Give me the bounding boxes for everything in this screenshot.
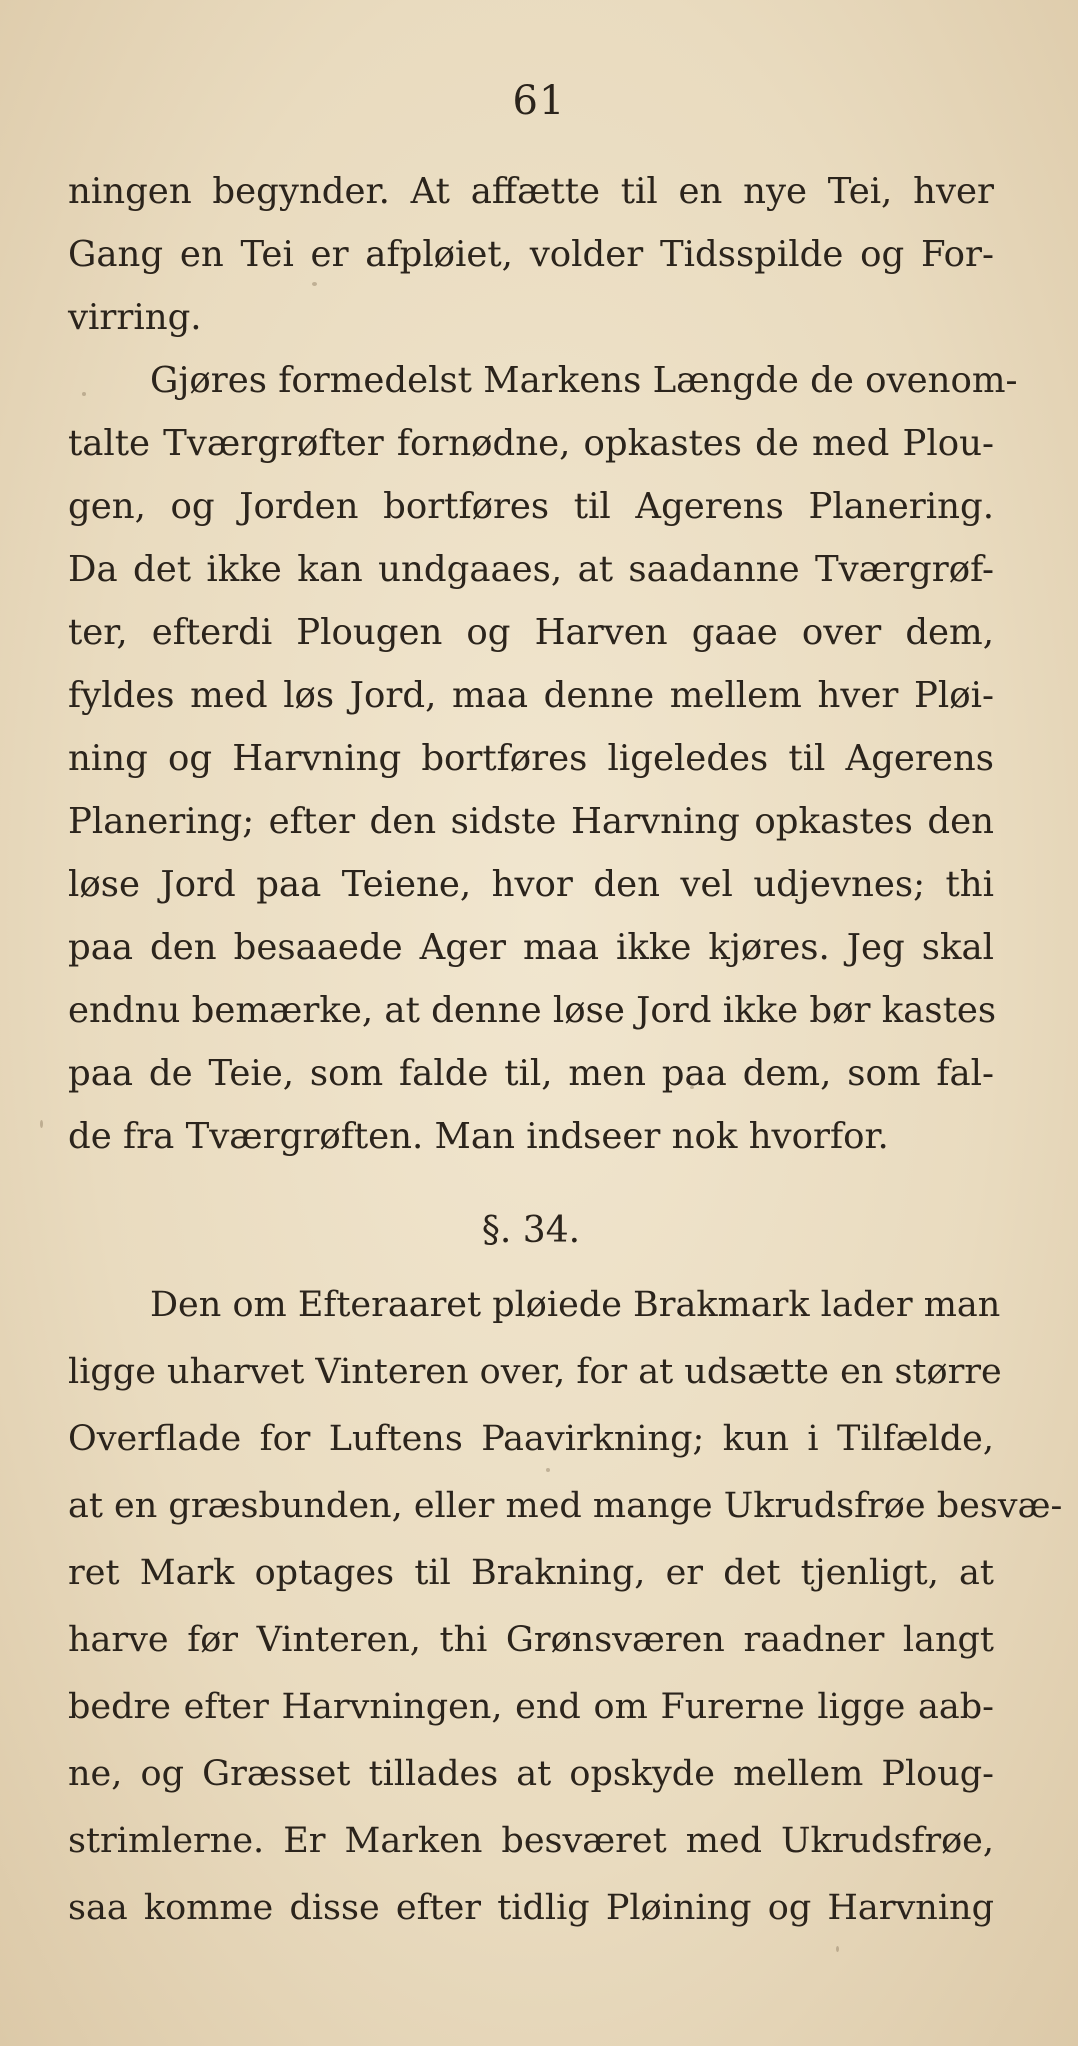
text-line: paa de Teie, som falde til, men paa dem, som fal- [68, 1053, 994, 1094]
paper-speck [546, 1468, 550, 1472]
paragraph-tvaergrofter [68, 349, 1018, 1168]
text-line: ligge uharvet Vinteren over, for at udsætte en større [68, 1352, 1002, 1392]
page-number: 61 [512, 78, 566, 124]
paragraph-continuation [68, 160, 994, 349]
text-line: harve før Vinteren, thi Grønsværen raadner langt [68, 1620, 994, 1660]
text-line: virring. [68, 297, 202, 338]
text-line: gen, og Jorden bortføres til Agerens Planering. [68, 486, 994, 527]
paper-speck [690, 1086, 694, 1089]
text-line: paa den besaaede Ager maa ikke kjøres. Jeg skal [68, 927, 994, 968]
text-line: Da det ikke kan undgaaes, at saadanne Tværgrøf- [68, 549, 994, 590]
text-line: saa komme disse efter tidlig Pløining og Harvning [68, 1888, 994, 1928]
text-line: Den om Efteraaret pløiede Brakmark lader man [150, 1285, 1001, 1325]
text-line: talte Tværgrøfter fornødne, opkastes de med Plou- [68, 423, 994, 464]
text-line: Planering; efter den sidste Harvning opkastes den [68, 801, 994, 842]
text-line: bedre efter Harvningen, end om Furerne ligge aab- [68, 1687, 994, 1727]
paper-speck [312, 282, 317, 286]
paper-speck [836, 1946, 839, 1952]
text-line: at en græsbunden, eller med mange Ukrudsfrøe besvæ- [68, 1486, 1063, 1526]
text-line: endnu bemærke, at denne løse Jord ikke bør kastes [68, 990, 997, 1031]
paper-speck [40, 1120, 43, 1128]
text-line: ret Mark optages til Brakning, er det tjenligt, at [68, 1553, 994, 1593]
paragraph-brakmark [68, 1272, 1063, 1942]
text-line: Gjøres formedelst Markens Længde de ovenom- [150, 360, 1018, 401]
text-line: strimlerne. Er Marken besværet med Ukrudsfrøe, [68, 1821, 994, 1861]
text-line: Overflade for Luftens Paavirkning; kun i Tilfælde, [68, 1419, 994, 1459]
text-line: ningen begynder. At affætte til en nye Tei, hver [68, 171, 994, 212]
page-text [68, 160, 1063, 1942]
paper-speck [82, 392, 86, 396]
text-line: de fra Tværgrøften. Man indseer nok hvorfor. [68, 1116, 889, 1157]
text-line: Gang en Tei er afpløiet, volder Tidsspilde og For- [68, 234, 994, 275]
text-line: løse Jord paa Teiene, hvor den vel udjevnes; thi [68, 864, 994, 905]
text-line: fyldes med løs Jord, maa denne mellem hver Pløi- [68, 675, 994, 716]
text-line: ne, og Græsset tillades at opskyde mellem Ploug- [68, 1754, 994, 1794]
text-line: ning og Harvning bortføres ligeledes til Agerens [68, 738, 994, 779]
section-heading: §. 34. [481, 1210, 581, 1251]
text-line: ter, efterdi Plougen og Harven gaae over dem, [68, 612, 994, 653]
